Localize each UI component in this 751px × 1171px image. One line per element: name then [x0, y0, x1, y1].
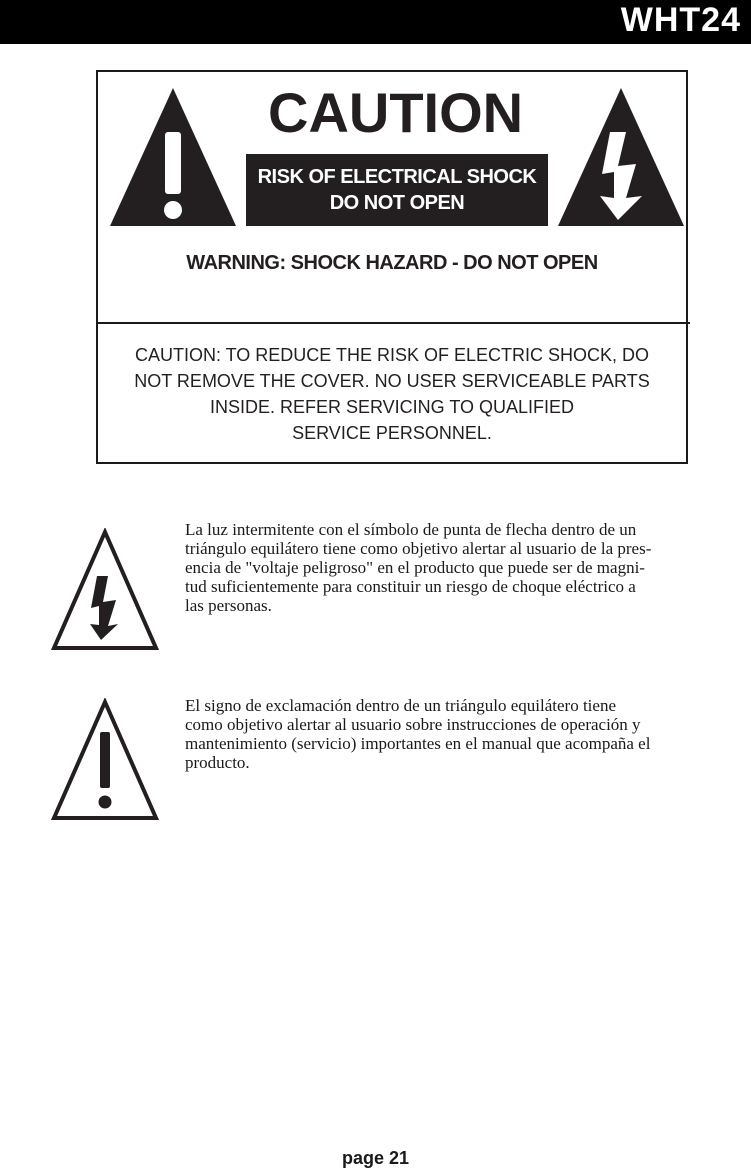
banner-line-2: DO NOT OPEN [329, 192, 465, 214]
caution-line: INSIDE. REFER SERVICING TO QUALIFIED [209, 397, 575, 417]
page-number: page 21 [341, 1148, 410, 1168]
paragraph-line: tud suficientemente para constituir un riesgo de choque eléctrico a [185, 577, 636, 596]
caution-line: SERVICE PERSONNEL. [292, 423, 492, 443]
exclamation-description [185, 696, 745, 772]
lightning-triangle-icon [50, 528, 160, 652]
paragraph-line: triángulo equilátero tiene como objetivo alertar al usuario de la pres- [185, 539, 652, 558]
warning-line: WARNING: SHOCK HAZARD - DO NOT OPEN [186, 252, 598, 274]
paragraph-line: como objetivo alertar al usuario sobre instrucciones de operación y [185, 715, 641, 734]
lightning-description [185, 520, 745, 615]
paragraph-line: las personas. [185, 596, 272, 615]
caution-line: NOT REMOVE THE COVER. NO USER SERVICEABLE PARTS [134, 371, 650, 391]
lightning-triangle-icon [556, 86, 686, 228]
caution-line: CAUTION: TO REDUCE THE RISK OF ELECTRIC SHOCK, DO [134, 345, 650, 365]
caution-label [96, 70, 688, 464]
paragraph-line: encia de "voltaje peligroso" en el producto que puede ser de magni- [185, 558, 645, 577]
header-bar [0, 0, 751, 44]
paragraph-line: El signo de exclamación dentro de un triángulo equilátero tiene [185, 696, 616, 715]
paragraph-line: producto. [185, 753, 250, 772]
exclamation-triangle-icon [108, 86, 238, 228]
caution-instructions [112, 342, 672, 446]
caution-title: CAUTION [268, 81, 524, 144]
model-name: WHT24 [620, 1, 741, 39]
paragraph-line: La luz intermitente con el símbolo de punta de flecha dentro de un [185, 520, 637, 539]
shock-banner [246, 154, 548, 226]
divider [98, 322, 690, 324]
banner-line-1: RISK OF ELECTRICAL SHOCK [257, 166, 537, 188]
paragraph-line: mantenimiento (servicio) importantes en el manual que acompaña el [185, 734, 651, 753]
exclamation-triangle-icon [50, 698, 160, 822]
